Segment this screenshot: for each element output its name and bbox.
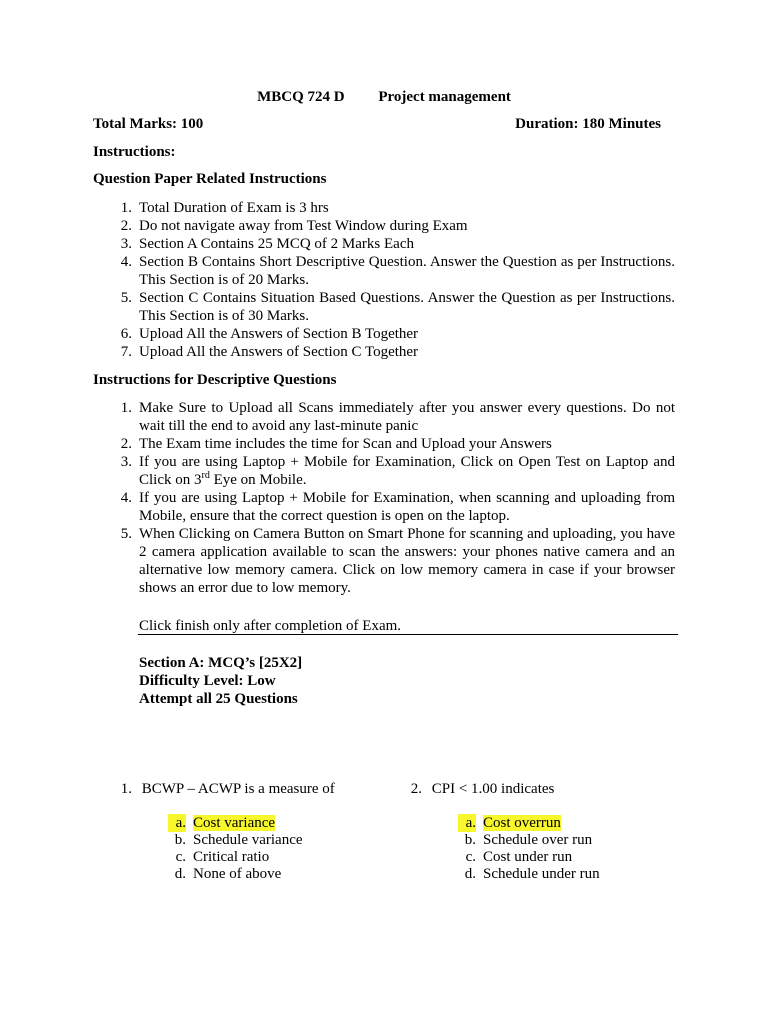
item-number: 3. [120,454,132,470]
list-item [112,435,675,453]
duration: Duration: 180 Minutes [515,116,661,132]
item-text: Make Sure to Upload all Scans immediately after you answer every questions. Do not wait till the end to avoid any last-minute panic [139,400,675,434]
option-item[interactable] [458,848,600,865]
option-text-highlighted: Cost overrun [483,815,561,831]
item-text: If you are using Laptop + Mobile for Examination, Click on Open Test on Laptop and Click on 3 [139,454,675,488]
item-number: 1. [120,400,132,416]
item-text: If you are using Laptop + Mobile for Examination, when scanning and uploading from Mobile, ensure that the correct question is open on the laptop. [139,490,675,524]
descriptive-instructions-list [112,399,675,597]
instructions-heading: Instructions: [93,144,176,160]
option-letter: d. [464,866,476,882]
item-number: 1. [120,200,132,216]
option-letter: c. [175,849,186,865]
qp-instructions-heading: Question Paper Related Instructions [93,171,327,187]
course-code: MBCQ 724 D [257,89,345,105]
option-text: Critical ratio [193,849,270,865]
item-number: 4. [120,254,132,270]
item-text: Upload All the Answers of Section B Together [139,326,419,342]
item-text: Eye on Mobile. [209,472,307,488]
item-number: 6. [120,326,132,342]
item-text: Do not navigate away from Test Window during Exam [139,218,468,234]
option-letter: a. [458,814,476,832]
item-text: Upload All the Answers of Section C Together [139,344,419,360]
item-number: 2. [120,436,132,452]
item-number: 5. [120,526,132,542]
exam-title [0,88,768,106]
option-letter: b. [174,832,186,848]
list-item [112,235,675,253]
list-item [112,399,675,435]
option-item[interactable] [458,865,600,882]
item-text: Section A Contains 25 MCQ of 2 Marks Each [139,236,414,252]
list-item [112,289,675,325]
item-text: Total Duration of Exam is 3 hrs [139,200,329,216]
question-2-options [458,814,600,882]
descriptive-instructions-heading: Instructions for Descriptive Questions [93,372,337,388]
question-text: BCWP – ACWP is a measure of [141,781,335,797]
item-number: 3. [120,236,132,252]
question-1 [112,780,335,798]
option-letter: a. [168,814,186,832]
item-text: When Clicking on Camera Button on Smart Phone for scanning and uploading, you have 2 camera application available to scan the answers: your phones native camera and an alternative low memory camera. Click on low memory camera in case if your browser shows an error due to low memory. [139,526,675,596]
item-text: Section B Contains Short Descriptive Question. Answer the Question as per Instructions. This Section is of 20 Marks. [139,254,675,288]
question-2 [402,780,554,798]
item-number: 2. [120,218,132,234]
list-item [112,489,675,525]
item-number: 4. [120,490,132,506]
option-letter: b. [464,832,476,848]
list-item [112,217,675,235]
list-item [112,453,675,489]
option-text: Schedule under run [483,866,600,882]
item-text: Section C Contains Situation Based Questions. Answer the Question as per Instructions. This Section is of 30 Marks. [139,290,675,324]
section-a-title: Section A: MCQ’s [25X2] [139,655,303,671]
option-text: Schedule variance [193,832,303,848]
option-item[interactable] [168,848,303,865]
option-letter: c. [465,849,476,865]
option-text: None of above [193,866,282,882]
item-number: 5. [120,290,132,306]
option-letter: d. [174,866,186,882]
section-a-difficulty: Difficulty Level: Low [139,673,276,689]
option-text-highlighted: Cost variance [193,815,276,831]
list-item [112,253,675,289]
option-item[interactable] [458,831,600,848]
divider-line [138,634,678,635]
qp-instructions-list [112,199,675,361]
option-item[interactable] [168,814,303,831]
option-item[interactable] [168,865,303,882]
question-number: 2. [410,781,422,797]
item-number: 7. [120,344,132,360]
option-item[interactable] [458,814,600,831]
ordinal-superscript: rd [201,470,210,481]
option-text: Cost under run [483,849,573,865]
option-text: Schedule over run [483,832,593,848]
question-number: 1. [120,781,132,797]
question-text: CPI < 1.00 indicates [431,781,555,797]
question-1-options [168,814,303,882]
list-item [112,199,675,217]
list-item [112,525,675,597]
list-item [112,325,675,343]
finish-note: Click finish only after completion of Exam. [139,618,402,634]
item-text: The Exam time includes the time for Scan and Upload your Answers [139,436,552,452]
course-title: Project management [378,89,511,105]
list-item [112,343,675,361]
option-item[interactable] [168,831,303,848]
section-a-attempt: Attempt all 25 Questions [139,691,298,707]
total-marks: Total Marks: 100 [93,116,204,132]
